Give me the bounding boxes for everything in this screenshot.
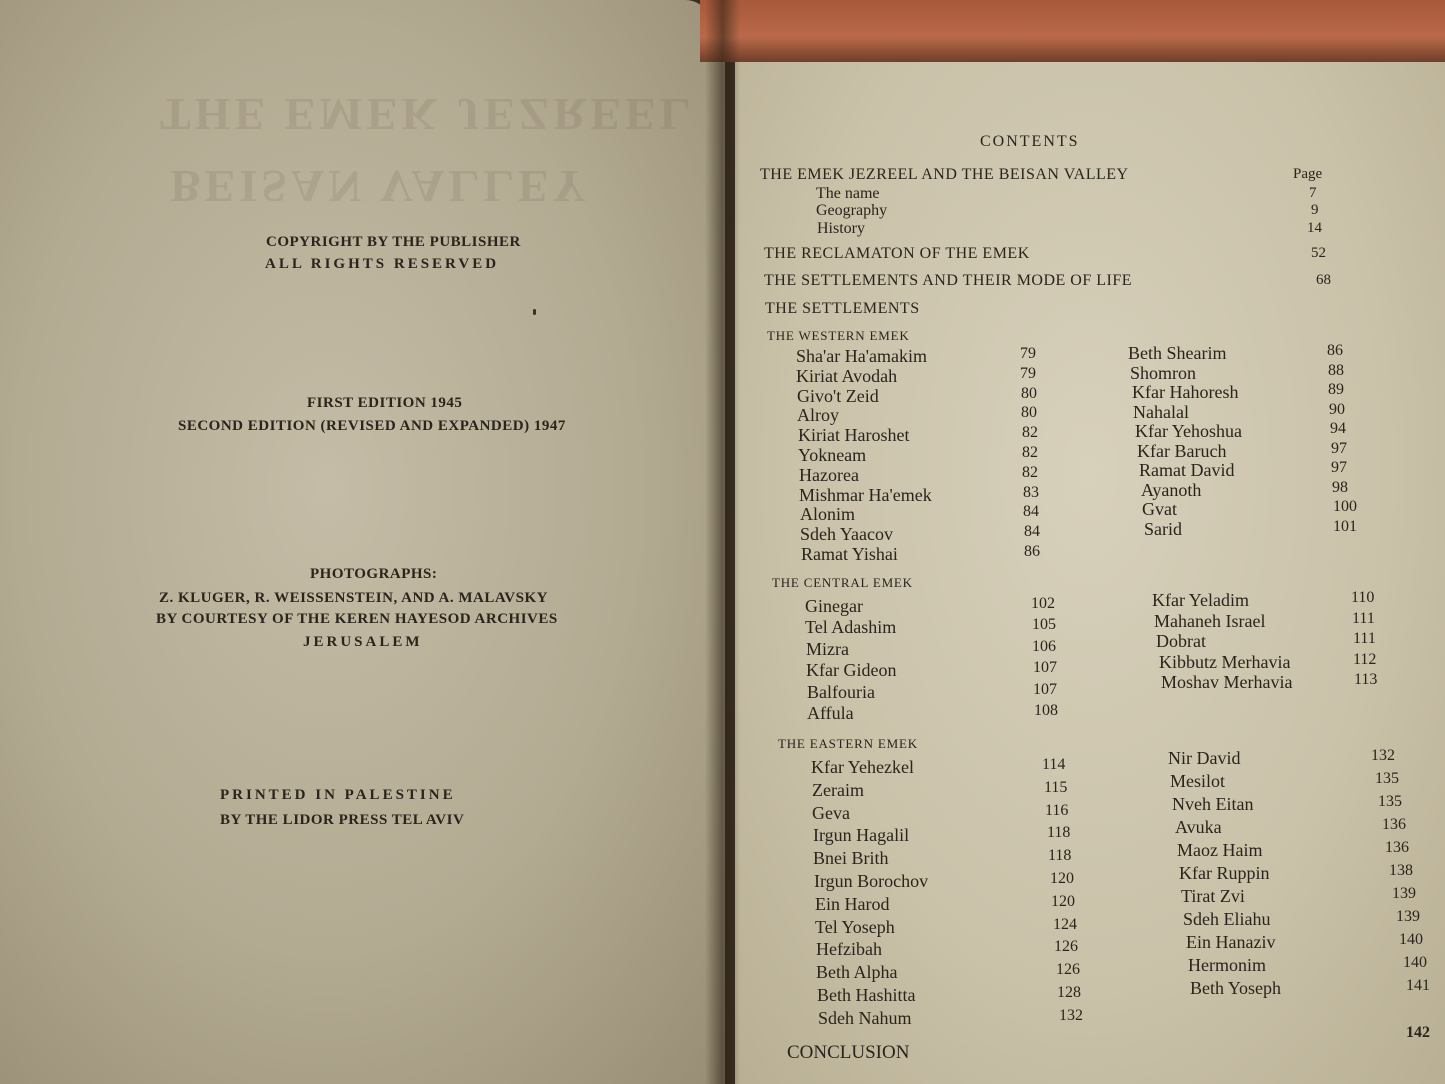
settlement-page-number: 107 [1033, 681, 1057, 698]
settlement-name: Geva [812, 803, 850, 823]
settlement-page-number: 132 [1059, 1007, 1083, 1024]
settlement-page-number: 114 [1042, 756, 1066, 773]
settlement-page-number: 88 [1328, 362, 1344, 379]
settlement-name: Dobrat [1156, 631, 1206, 651]
conclusion: CONCLUSION [787, 1042, 910, 1063]
page-gutter [705, 0, 740, 1084]
settlement-page-number: 102 [1031, 595, 1055, 612]
settlement-name: Avuka [1175, 817, 1222, 837]
settlement-name: Ramat David [1139, 460, 1235, 480]
settlement-page-number: 112 [1353, 651, 1377, 668]
settlement-name: Ginegar [805, 596, 863, 616]
settlement-name: Givo't Zeid [797, 386, 879, 406]
settlement-page-number: 138 [1389, 862, 1413, 879]
settlement-page-number: 86 [1327, 342, 1343, 359]
show-through-text: THE EMEK JEZREEL [160, 89, 695, 140]
settlement-page-number: 80 [1021, 404, 1037, 421]
settlement-name: Beth Alpha [816, 962, 898, 982]
settlement-name: Tel Adashim [805, 617, 897, 637]
settlement-name: Nveh Eitan [1172, 794, 1254, 814]
settlement-page-number: 84 [1023, 503, 1039, 520]
settlement-page-number: 83 [1023, 484, 1039, 501]
eastern-heading: THE EASTERN EMEK [778, 736, 918, 751]
settlement-page-number: 82 [1022, 444, 1038, 461]
settlement-page-number: 107 [1033, 659, 1057, 676]
toc-subsection: History [817, 220, 865, 237]
settlement-page-number: 79 [1020, 365, 1036, 382]
settlement-name: Alroy [797, 405, 839, 425]
settlement-name: Shomron [1130, 363, 1197, 383]
central-heading: THE CENTRAL EMEK [772, 575, 913, 590]
settlement-name: Zeraim [812, 780, 864, 800]
settlement-page-number: 118 [1048, 847, 1072, 864]
second-edition: SECOND EDITION (REVISED AND EXPANDED) 1947 [178, 418, 566, 434]
settlement-page-number: 110 [1351, 589, 1375, 606]
settlement-name: Tirat Zvi [1181, 886, 1245, 906]
settlement-name: Hefzibah [816, 939, 882, 959]
toc-section-title: THE EMEK JEZREEL AND THE BEISAN VALLEY [760, 166, 1129, 183]
toc-section-title: THE SETTLEMENTS AND THEIR MODE OF LIFE [764, 272, 1133, 289]
settlement-name: Kfar Yehezkel [811, 757, 914, 777]
settlement-name: Affula [807, 703, 854, 723]
settlement-name: Hermonim [1188, 955, 1266, 975]
settlement-page-number: 97 [1331, 440, 1347, 457]
settlement-page-number: 124 [1053, 916, 1077, 933]
settlement-name: Ramat Yishai [801, 544, 898, 564]
settlement-page-number: 111 [1353, 630, 1376, 647]
settlement-name: Sha'ar Ha'amakim [796, 346, 927, 366]
settlement-page-number: 98 [1332, 479, 1348, 496]
settlement-page-number: 118 [1047, 824, 1071, 841]
toc-page-number: 52 [1311, 245, 1326, 261]
settlement-name: Kfar Baruch [1137, 441, 1227, 461]
settlement-page-number: 108 [1034, 702, 1058, 719]
settlement-name: Kibbutz Merhavia [1159, 652, 1291, 672]
settlement-page-number: 140 [1399, 931, 1423, 948]
ink-spot [533, 309, 536, 315]
settlement-page-number: 135 [1378, 793, 1402, 810]
settlement-name: Alonim [800, 504, 856, 524]
book-edge [700, 0, 1445, 62]
settlement-name: Kfar Hahoresh [1132, 382, 1239, 402]
settlement-page-number: 94 [1330, 420, 1346, 437]
settlement-name: Beth Hashitta [817, 985, 916, 1005]
settlement-name: Sdeh Nahum [818, 1008, 912, 1028]
settlement-page-number: 90 [1329, 401, 1345, 418]
settlement-page-number: 120 [1051, 893, 1075, 910]
settlement-name: Kfar Gideon [806, 660, 897, 680]
toc-section-title: THE SETTLEMENTS [765, 300, 920, 317]
settlement-name: Yokneam [798, 445, 867, 465]
settlement-name: Tel Yoseph [815, 917, 895, 937]
settlement-name: Sdeh Eliahu [1183, 909, 1271, 929]
toc-subsection: Geography [816, 202, 888, 219]
conclusion-page: 142 [1406, 1024, 1430, 1041]
settlement-page-number: 82 [1022, 424, 1038, 441]
settlement-page-number: 80 [1021, 385, 1037, 402]
settlement-name: Kiriat Avodah [796, 366, 898, 386]
settlement-name: Kfar Ruppin [1179, 863, 1270, 883]
show-through-text: BEISAN VALLEY [170, 161, 590, 212]
printed-line-2: BY THE LIDOR PRESS TEL AVIV [220, 812, 465, 828]
settlement-name: Mahaneh Israel [1154, 611, 1266, 631]
settlement-name: Nir David [1168, 748, 1241, 768]
settlement-page-number: 82 [1022, 464, 1038, 481]
settlement-page-number: 115 [1044, 779, 1068, 796]
copyright-line-1: COPYRIGHT BY THE PUBLISHER [266, 234, 521, 250]
settlement-name: Mesilot [1170, 771, 1226, 791]
settlement-page-number: 126 [1054, 938, 1078, 955]
western-heading: THE WESTERN EMEK [767, 328, 910, 343]
settlement-page-number: 139 [1392, 885, 1416, 902]
settlement-name: Kiriat Haroshet [798, 425, 910, 445]
settlement-page-number: 100 [1333, 498, 1357, 515]
settlement-name: Mishmar Ha'emek [799, 485, 932, 505]
settlement-page-number: 89 [1328, 381, 1344, 398]
settlement-name: Beth Yoseph [1190, 978, 1282, 998]
settlement-page-number: 135 [1375, 770, 1399, 787]
settlement-name: Moshav Merhavia [1161, 672, 1293, 692]
settlement-page-number: 86 [1024, 543, 1040, 560]
settlement-page-number: 84 [1024, 523, 1040, 540]
settlement-name: Irgun Borochov [814, 871, 929, 891]
toc-subsection: The name [816, 185, 880, 202]
settlement-page-number: 116 [1045, 802, 1069, 819]
settlement-page-number: 101 [1333, 518, 1357, 535]
settlement-name: Balfouria [807, 682, 875, 702]
settlement-name: Mizra [806, 639, 849, 659]
settlement-page-number: 136 [1385, 839, 1409, 856]
photographers: Z. KLUGER, R. WEISSENSTEIN, AND A. MALAVSKY [159, 590, 548, 606]
toc-page-number: 68 [1316, 272, 1331, 288]
printed-line-1: PRINTED IN PALESTINE [220, 787, 456, 803]
photographs-label: PHOTOGRAPHS: [310, 566, 438, 582]
toc-section-title: THE RECLAMATON OF THE EMEK [764, 245, 1030, 262]
settlement-name: Irgun Hagalil [813, 825, 910, 845]
settlement-name: Kfar Yehoshua [1135, 421, 1242, 441]
settlement-name: Beth Shearim [1128, 343, 1227, 363]
settlement-page-number: 97 [1331, 459, 1347, 476]
courtesy-line: BY COURTESY OF THE KEREN HAYESOD ARCHIVES [156, 611, 558, 627]
settlement-name: Sarid [1144, 519, 1182, 539]
settlement-page-number: 140 [1403, 954, 1427, 971]
settlement-page-number: 79 [1020, 345, 1036, 362]
settlement-name: Hazorea [799, 465, 859, 485]
settlement-page-number: 136 [1382, 816, 1406, 833]
settlement-name: Ein Hanaziv [1186, 932, 1276, 952]
settlement-page-number: 132 [1371, 747, 1395, 764]
settlement-name: Gvat [1142, 499, 1177, 519]
settlement-page-number: 113 [1354, 671, 1378, 688]
settlement-page-number: 111 [1352, 610, 1375, 627]
settlement-page-number: 141 [1406, 977, 1430, 994]
settlement-page-number: 128 [1057, 984, 1081, 1001]
settlement-name: Sdeh Yaacov [800, 524, 893, 544]
settlement-page-number: 120 [1050, 870, 1074, 887]
first-edition: FIRST EDITION 1945 [307, 395, 463, 411]
settlement-name: Ayanoth [1141, 480, 1202, 500]
settlement-name: Ein Harod [815, 894, 890, 914]
settlement-page-number: 106 [1032, 638, 1056, 655]
settlement-name: Bnei Brith [813, 848, 889, 868]
settlement-page-number: 126 [1056, 961, 1080, 978]
contents-title: CONTENTS [980, 133, 1080, 150]
toc-page-number: 9 [1311, 202, 1319, 218]
settlement-name: Nahalal [1133, 402, 1189, 422]
page-label: Page [1293, 166, 1323, 182]
settlement-name: Kfar Yeladim [1152, 590, 1249, 610]
copyright-line-2: ALL RIGHTS RESERVED [265, 256, 500, 272]
settlement-page-number: 105 [1032, 616, 1056, 633]
toc-page-number: 14 [1307, 220, 1322, 236]
settlement-name: Maoz Haim [1177, 840, 1263, 860]
jerusalem: JERUSALEM [303, 634, 423, 650]
settlement-page-number: 139 [1396, 908, 1420, 925]
toc-page-number: 7 [1309, 185, 1317, 201]
